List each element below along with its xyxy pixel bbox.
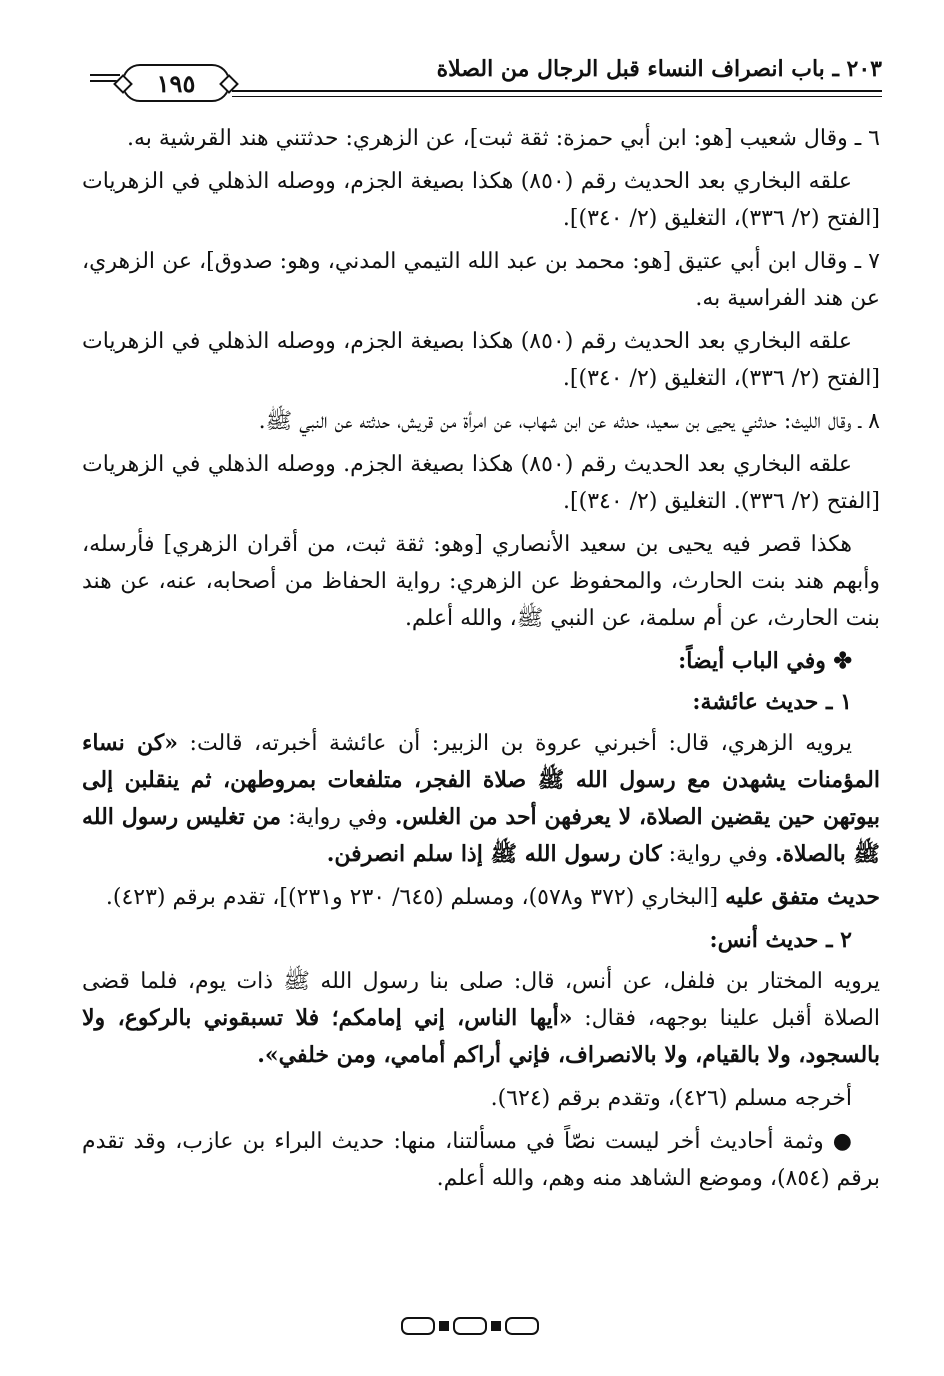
- hadith-text: [82, 963, 880, 1074]
- hadith-quote: كان رسول الله ﷺ إذا سلم انصرفن.: [326, 841, 662, 867]
- paragraph: ٨ ـ وقال الليث: حدثني يحيى بن سعيد، حدثه عن ابن شهاب، عن امرأة من قريش، حدثته عن النبي ﷺ.: [258, 409, 880, 434]
- hadith-text: [82, 725, 880, 873]
- main-text: [82, 120, 880, 1203]
- hadith-intro: يرويه المختار بن فلفل، عن أنس، قال: صلى بنا رسول الله ﷺ ذات يوم، فلما قضى الصلاة أقبل علينا بوجهه، فقال:: [82, 969, 881, 1031]
- hadith-intro: يرويه الزهري، قال: أخبرني عروة بن الزبير: أن عائشة أخبرته، قالت:: [177, 731, 852, 756]
- ornament-bar: [491, 1321, 501, 1331]
- takhrij: [82, 879, 880, 916]
- hadith-connector: وفي رواية:: [281, 805, 395, 830]
- ornament-segment: [401, 1317, 435, 1335]
- paragraph: علقه البخاري بعد الحديث رقم (٨٥٠) هكذا بصيغة الجزم، ووصله الذهلي في الزهريات [الفتح (٢/ ٣٣٦)، التغليق (٢/ ٣٤٠)].: [82, 169, 880, 231]
- ornament-bar: [439, 1321, 449, 1331]
- closing-note: ● وثمة أحاديث أخر ليست نصّاً في مسألتنا، منها: حديث البراء بن عازب، وقد تقدم برقم (٨٥٤)، وموضع الشاهد منه وهم، والله أعلم.: [82, 1129, 880, 1191]
- ornament-segment: [453, 1317, 487, 1335]
- paragraph: هكذا قصر فيه يحيى بن سعيد الأنصاري [وهو: ثقة ثبت، من أقران الزهري] فأرسله، وأبهم هند بنت الحارث، والمحفوظ عن الزهري: رواية الحفاظ من أصحابه، عنه، عن هند بنت الحارث، عن أم سلمة، عن النبي ﷺ، والله أعلم.: [82, 532, 880, 631]
- hadith-heading: ٢ ـ حديث أنس:: [709, 927, 852, 953]
- paragraph: علقه البخاري بعد الحديث رقم (٨٥٠) هكذا بصيغة الجزم، ووصله الذهلي في الزهريات [الفتح (٢/ ٣٣٦)، التغليق (٢/ ٣٤٠)].: [82, 329, 880, 391]
- hadith-heading: ١ ـ حديث عائشة:: [692, 689, 852, 715]
- header-ornament-line: [90, 74, 120, 76]
- section-heading: ✤ وفي الباب أيضاً:: [678, 648, 852, 674]
- takhrij-text: [البخاري (٣٧٢ و٥٧٨)، ومسلم (٦٤٥/ ٢٣٠ و٢٣١)]، تقدم برقم (٤٢٣).: [105, 885, 726, 910]
- header-rule: [232, 96, 882, 97]
- hadith-connector: وفي رواية:: [661, 842, 775, 867]
- page-header: [82, 50, 882, 110]
- paragraph: علقه البخاري بعد الحديث رقم (٨٥٠) هكذا بصيغة الجزم. ووصله الذهلي في الزهريات [الفتح (٢/ ٣٣٦). التغليق (٢/ ٣٤٠)].: [82, 452, 880, 514]
- hadith-quote: «كن نساء المؤمنات يشهدن مع رسول الله ﷺ صلاة الفجر، متلفعات بمروطهن، ثم ينقلبن إلى بيوتهن حين يقضين الصلاة، لا يعرفهن أحد من الغلس.: [82, 730, 881, 830]
- chapter-title: ٢٠٣ ـ باب انصراف النساء قبل الرجال من الصلاة: [436, 56, 882, 82]
- takhrij-label: حديث متفق عليه: [725, 884, 880, 910]
- hadith-quote: من تغليس رسول الله ﷺ بالصلاة.: [82, 804, 880, 867]
- end-ornament: [395, 1316, 545, 1336]
- paragraph: ٦ ـ وقال شعيب [هو: ابن أبي حمزة: ثقة ثبت]، عن الزهري: حدثتني هند القرشية به.: [126, 126, 880, 151]
- page-number: ١٩٥: [122, 64, 230, 102]
- header-rule: [232, 90, 882, 92]
- ornament-segment: [505, 1317, 539, 1335]
- hadith-quote: «أيها الناس، إني إمامكم؛ فلا تسبقوني بالركوع، ولا بالسجود، ولا بالقيام، ولا بالانصراف، فإني أراكم أمامي، ومن خلفي».: [82, 1005, 880, 1068]
- takhrij: أخرجه مسلم (٤٢٦)، وتقدم برقم (٦٢٤).: [490, 1086, 852, 1111]
- paragraph: ٧ ـ وقال ابن أبي عتيق [هو: محمد بن عبد الله التيمي المدني، وهو: صدوق]، عن الزهري، عن هند الفراسية به.: [82, 249, 880, 311]
